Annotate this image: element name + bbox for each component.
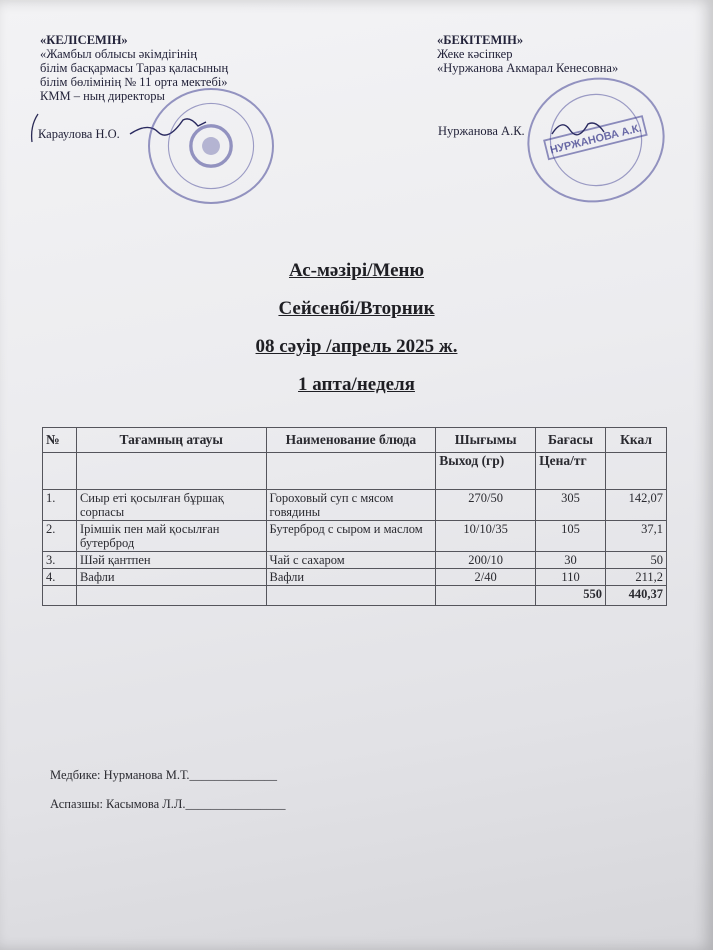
row-number: 2.: [43, 521, 77, 552]
col-header-name-kz: Тағамның атауы: [76, 428, 266, 453]
dish-name-ru: Вафли: [266, 569, 436, 586]
dish-price: 105: [536, 521, 606, 552]
menu-table: [42, 427, 667, 606]
col-header-price: Бағасы: [536, 428, 606, 453]
dish-yield: 270/50: [436, 490, 536, 521]
dish-name-ru: Гороховый суп с мясом говядины: [266, 490, 436, 521]
entrepreneur-line-2: «Нуржанова Акмарал Кенесовна»: [437, 61, 619, 75]
table-row: [43, 569, 667, 586]
row-number: 1.: [43, 490, 77, 521]
school-seal-icon: [148, 88, 274, 204]
org-line-3: білім бөлімінің № 11 орта мектебі»: [40, 75, 228, 89]
dish-price: 30: [536, 552, 606, 569]
table-row: [43, 552, 667, 569]
dish-name-kz: Сиыр еті қосылған бұршақ сорпасы: [76, 490, 266, 521]
approval-block-right: [437, 33, 697, 75]
dish-kcal: 50: [606, 552, 667, 569]
table-row: [43, 521, 667, 552]
week-title: 1 апта/неделя: [298, 374, 415, 395]
stamp-text: НУРЖАНОВА А.К.: [548, 122, 643, 157]
total-kcal: 440,37: [606, 586, 667, 606]
dish-name-kz: Вафли: [76, 569, 266, 586]
col-header-name-ru: Наименование блюда: [266, 428, 436, 453]
dish-yield: 2/40: [436, 569, 536, 586]
day-title: Сейсенбі/Вторник: [278, 298, 435, 319]
entrepreneur-signature-icon: [548, 114, 608, 142]
dish-yield: 200/10: [436, 552, 536, 569]
total-row: [43, 586, 667, 606]
dish-name-kz: Шәй қантпен: [76, 552, 266, 569]
dish-kcal: 211,2: [606, 569, 667, 586]
row-number: 3.: [43, 552, 77, 569]
dish-kcal: 142,07: [606, 490, 667, 521]
dish-price: 305: [536, 490, 606, 521]
approve-label: «БЕКІТЕМІН»: [437, 33, 524, 47]
agree-label: «КЕЛІСЕМІН»: [40, 33, 128, 47]
subheader-price: Цена/тг: [536, 453, 606, 490]
dish-name-ru: Чай с сахаром: [266, 552, 436, 569]
row-number: 4.: [43, 569, 77, 586]
org-line-1: «Жамбыл облысы әкімдігінің: [40, 47, 198, 61]
total-price: 550: [536, 586, 606, 606]
dish-name-kz: Ірімшік пен май қосылған бутерброд: [76, 521, 266, 552]
title-block: [0, 252, 713, 404]
col-header-yield: Шығымы: [436, 428, 536, 453]
cook-signature-line: Аспазшы: Касымова Л.Л.________________: [50, 797, 286, 811]
signature-mark-icon: [28, 112, 40, 146]
date-title: 08 сәуір /апрель 2025 ж.: [255, 336, 458, 357]
menu-title: Ас-мәзірі/Меню: [288, 260, 424, 281]
entrepreneur-line-1: Жеке кәсіпкер: [437, 47, 513, 61]
org-line-4: КММ – ның директоры: [40, 89, 165, 103]
nurse-signature-line: Медбике: Нурманова М.Т.______________: [50, 768, 277, 782]
col-header-kcal: Ккал: [606, 428, 667, 453]
dish-price: 110: [536, 569, 606, 586]
dish-name-ru: Бутерброд с сыром и маслом: [266, 521, 436, 552]
dish-yield: 10/10/35: [436, 521, 536, 552]
dish-kcal: 37,1: [606, 521, 667, 552]
org-line-2: білім басқармасы Тараз қаласының: [40, 61, 229, 75]
director-signature-name: Караулова Н.О.: [38, 127, 120, 141]
table-row: [43, 490, 667, 521]
entrepreneur-signature-name: Нуржанова А.К.: [438, 124, 525, 138]
subheader-yield: Выход (гр): [436, 453, 536, 490]
col-header-number: №: [43, 428, 77, 453]
